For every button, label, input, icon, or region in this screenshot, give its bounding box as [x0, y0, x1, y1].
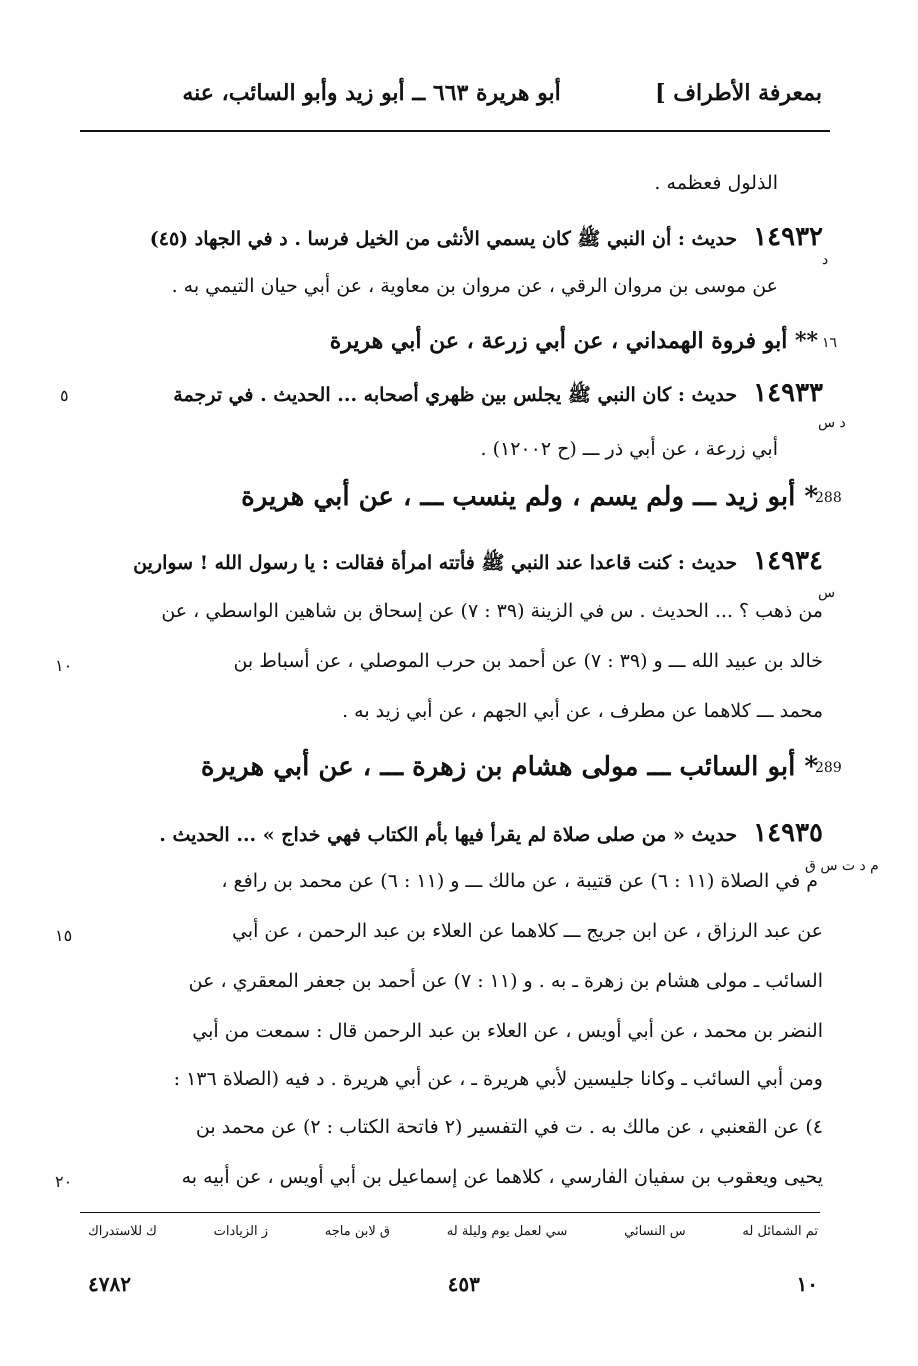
header-center: أبو هريرة ٦٦٣ ــ أبو زيد وأبو السائب، عنه	[182, 80, 561, 106]
line-number: ١٠	[55, 656, 73, 675]
text-line-16: السائب ـ مولى هشام بن زهرة ـ به . و (١١ : ٧) عن أحمد بن جعفر المعقري ، عن	[188, 970, 823, 992]
footnote-item: ز الزيادات	[213, 1224, 269, 1239]
text-line-10: خالد بن عبيد الله ـــ و (٣٩ : ٧) عن أحمد بن حرب الموصلي ، عن أسباط بن	[233, 650, 823, 672]
text-line-7: * أبو زيد ـــ ولم يسم ، ولم ينسب ـــ ، عن أبي هريرة	[241, 482, 818, 512]
text-line-5: حديث : كان النبي ﷺ يجلس بين ظهري أصحابه ... الحديث . في ترجمة	[173, 384, 738, 406]
footnote-item: سي لعمل يوم وليلة له	[446, 1224, 568, 1239]
text-line-11: محمد ـــ كلاهما عن مطرف ، عن أبي الجهم ، عن أبي زيد به .	[342, 700, 823, 722]
footnote-key	[88, 1224, 818, 1239]
text-line-17: النضر بن محمد ، عن أبي أويس ، عن العلاء بن عبد الرحمن قال : سمعت من أبي	[192, 1020, 823, 1042]
header-right: بمعرفة الأطراف ]	[655, 80, 822, 106]
running-header	[88, 80, 822, 120]
line-number: ١٥	[55, 926, 73, 945]
text-line-19: ٤) عن القعنبي ، عن مالك به . ت في التفسير (٢ فاتحة الكتاب : ٢) عن محمد بن	[195, 1116, 823, 1138]
entry-14934	[98, 546, 823, 579]
entry-14933	[63, 378, 823, 411]
text-line-8: حديث : كنت قاعدا عند النبي ﷺ فأتته امرأة فقالت : يا رسول الله ! سوارين	[133, 552, 738, 574]
text-line-1: الذلول فعظمه .	[654, 172, 778, 194]
margin-siglum: د	[822, 252, 829, 268]
text-line-12: * أبو السائب ـــ مولى هشام بن زهرة ـــ ، عن أبي هريرة	[200, 752, 818, 782]
text-line-15: عن عبد الرزاق ، عن ابن جريج ـــ كلاهما عن العلاء بن عبد الرحمن ، عن أبي	[231, 920, 823, 942]
text-line-4: ** أبو فروة الهمداني ، عن أبي زرعة ، عن أبي هريرة	[329, 328, 818, 354]
entry-number: ١٤٩٣٤	[753, 546, 823, 576]
sequence-number: ٤٧٨٢	[88, 1272, 131, 1296]
margin-siglum: م د ت س ق	[805, 858, 879, 874]
text-line-6: أبي زرعة ، عن أبي ذر ـــ (ح ١٢٠٠٢) .	[480, 438, 778, 460]
entry-14935	[98, 818, 823, 848]
footnote-item: ك للاستدراك	[88, 1224, 157, 1239]
entry-number: ١٤٩٣٥	[753, 818, 823, 848]
text-line-9: من ذهب ؟ ... الحديث . س في الزينة (٣٩ : ٧) عن إسحاق بن شاهين الواسطي ، عن	[161, 600, 823, 622]
entry-number: ١٤٩٣٣	[753, 378, 823, 408]
text-line-3: عن موسى بن مروان الرقي ، عن مروان بن معاوية ، عن أبي حيان التيمي به .	[171, 275, 778, 297]
page-number-bar	[88, 1272, 818, 1296]
text-line-13: حديث « من صلى صلاة لم يقرأ فيها بأم الكتاب فهي خداج » ... الحديث .	[159, 824, 738, 846]
header-rule	[80, 130, 830, 132]
line-number: ٢٠	[55, 1172, 73, 1191]
page-number: ٤٥٣	[447, 1272, 480, 1296]
text-line-14: م في الصلاة (١١ : ٦) عن قتيبة ، عن مالك ـــ و (١١ : ٦) عن محمد بن رافع ،	[221, 870, 818, 892]
margin-number: 288	[815, 490, 842, 506]
text-line-20: يحيى ويعقوب بن سفيان الفارسي ، كلاهما عن إسماعيل بن أبي أويس ، عن أبيه به	[181, 1166, 823, 1188]
margin-siglum: د س	[818, 415, 846, 431]
volume-number: ١٠	[796, 1272, 818, 1296]
footnote-item: تم الشمائل له	[742, 1224, 818, 1239]
footnote-rule	[80, 1212, 820, 1213]
margin-number: 289	[815, 760, 842, 776]
entry-number: ١٤٩٣٢	[753, 222, 823, 252]
footnote-item: س النسائي	[624, 1224, 686, 1239]
entry-14932	[98, 222, 823, 255]
footnote-item: ق لابن ماجه	[324, 1224, 390, 1239]
margin-number: ١٦	[822, 335, 838, 351]
text-line-2: حديث : أن النبي ﷺ كان يسمي الأنثى من الخيل فرسا . د في الجهاد (٤٥)	[149, 228, 738, 250]
margin-siglum: س	[818, 585, 836, 601]
text-line-18: ومن أبي السائب ـ وكانا جليسين لأبي هريرة ـ ، عن أبي هريرة . د فيه (الصلاة ١٣٦ :	[173, 1068, 823, 1090]
line-number: ٥	[60, 386, 69, 405]
